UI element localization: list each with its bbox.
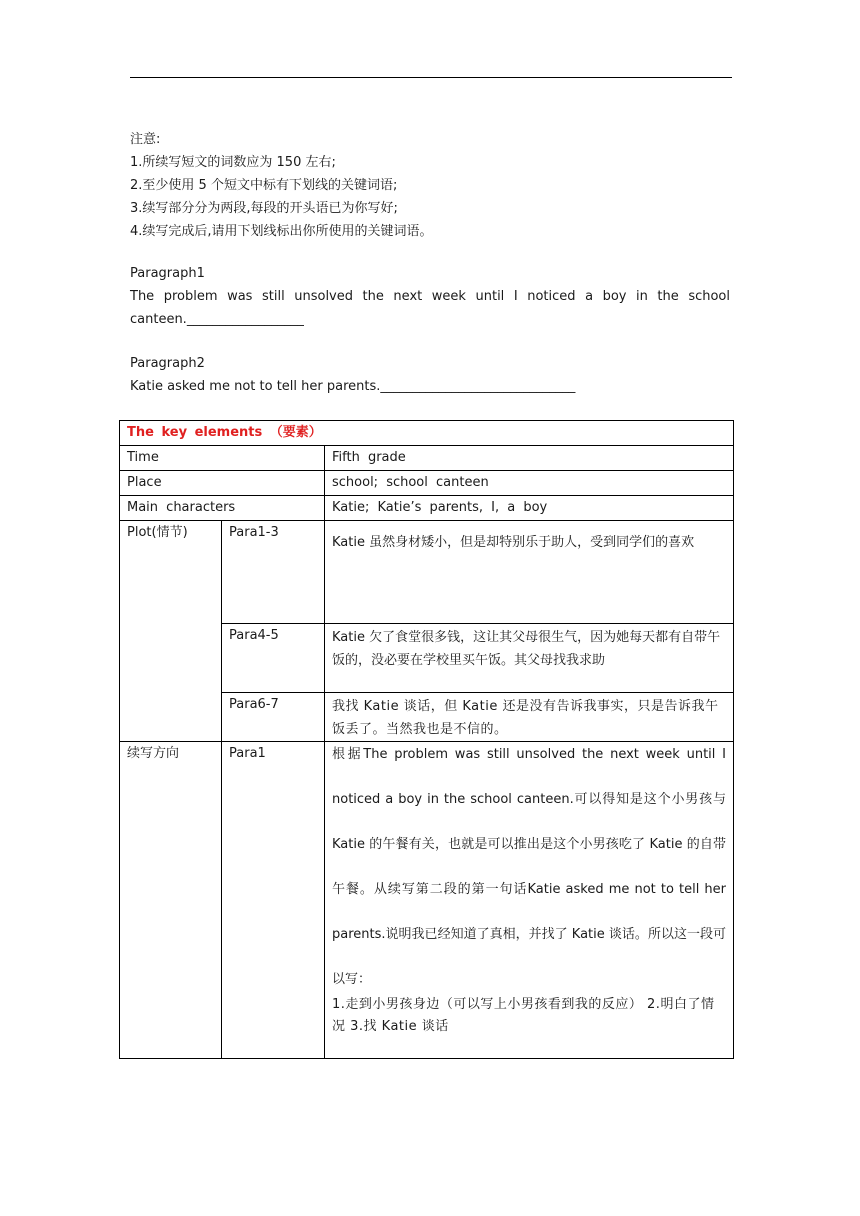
notes-section	[130, 128, 730, 243]
direction-label: 续写方向	[120, 742, 222, 1059]
table-row	[120, 471, 734, 496]
plot-para: Para1-3	[222, 521, 325, 624]
direction-text: 根据The problem was still unsolved the next week until I noticed a boy in the school canteen.可以得知是这个小男孩与 Katie 的午餐有关，也就是可以推出是这个小男孩吃了 Katie 的自带午餐。从续写第二段的第一句话Katie asked me not to tell her parents.说明我已经知道了真相，并找了 Katie 谈话。所以这一段可以写：	[332, 747, 726, 987]
key-elements-table	[119, 420, 734, 1059]
paragraph2-text: Katie asked me not to tell her parents.______________________________	[130, 379, 576, 394]
time-label: Time	[120, 446, 325, 471]
plot-para: Para4-5	[222, 624, 325, 693]
paragraph2-label: Paragraph2	[130, 356, 205, 371]
direction-cell	[325, 742, 734, 1059]
plot-text: Katie 虽然身材矮小，但是却特别乐于助人，受到同学们的喜欢	[325, 521, 734, 624]
table-row	[120, 742, 734, 1059]
place-label: Place	[120, 471, 325, 496]
header-rule	[130, 77, 732, 78]
table-row	[120, 521, 734, 624]
table-row	[120, 496, 734, 521]
plot-text: Katie 欠了食堂很多钱，这让其父母很生气，因为她每天都有自带午饭的，没必要在学校里买午饭。其父母找我求助	[325, 624, 734, 693]
note-item: 1.所续写短文的词数应为 150 左右;	[130, 155, 336, 170]
paragraph1-label: Paragraph1	[130, 266, 205, 281]
table-row	[120, 446, 734, 471]
paragraph2-section	[130, 352, 730, 398]
direction-tail: 1.走到小男孩身边（可以写上小男孩看到我的反应） 2.明白了情况 3.找 Katie 谈话	[332, 997, 715, 1034]
plot-para: Para6-7	[222, 693, 325, 742]
notes-heading: 注意:	[130, 132, 161, 147]
direction-para: Para1	[222, 742, 325, 1059]
place-value: school; school canteen	[325, 471, 734, 496]
table-title: The key elements （要素）	[120, 421, 734, 446]
note-item: 2.至少使用 5 个短文中标有下划线的关键词语;	[130, 178, 398, 193]
note-item: 3.续写部分分为两段,每段的开头语已为你写好;	[130, 201, 398, 216]
plot-label: Plot(情节)	[120, 521, 222, 742]
characters-value: Katie; Katie’s parents, I, a boy	[325, 496, 734, 521]
note-item: 4.续写完成后,请用下划线标出你所使用的关键词语。	[130, 224, 433, 239]
characters-label: Main characters	[120, 496, 325, 521]
plot-text: 我找 Katie 谈话，但 Katie 还是没有告诉我事实，只是告诉我午饭丢了。当然我也是不信的。	[325, 693, 734, 742]
paragraph1-text: The problem was still unsolved the next week until I noticed a boy in the school canteen.__________________	[130, 289, 730, 327]
time-value: Fifth grade	[325, 446, 734, 471]
paragraph1-section	[130, 262, 730, 331]
